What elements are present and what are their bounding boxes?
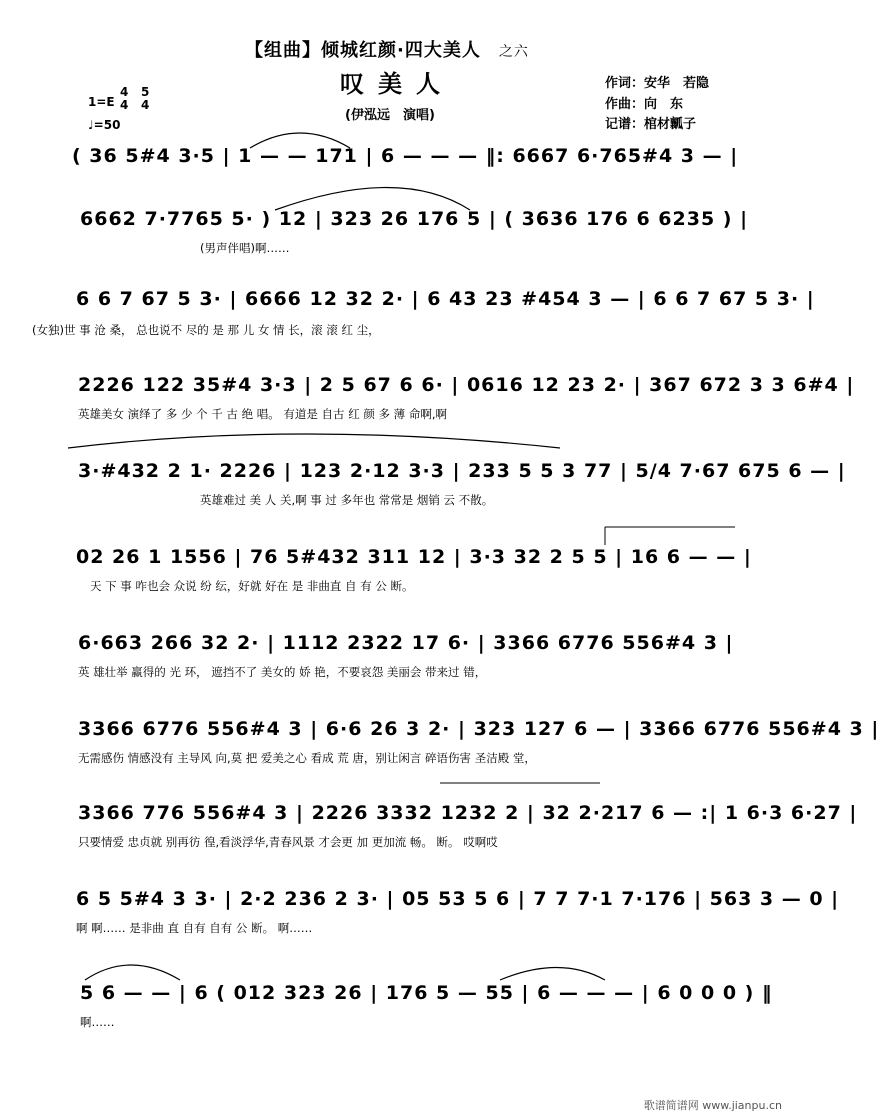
stave-11-notes: 5 6 — — | 6 ( 012 323 26 | 176 5 — 55 | 6 — — — | 6 0 0 0 ) ‖ <box>80 982 773 1004</box>
stave-3-notes: 6 6 7 67 5 3· | 6666 12 32 2· | 6 43 23 #454 3 — | 6 6 7 67 5 3· | <box>76 288 815 310</box>
stave-11-lyrics: 啊…… <box>80 1015 115 1029</box>
stave-5-notes: 3·#432 2 1· 2226 | 123 2·12 3·3 | 233 5 5 3 77 | 5/4 7·67 675 6 — | <box>78 460 846 482</box>
stave-1-notes: ( 36 5#4 3·5 | 1 — — 171 | 6 — — — ‖: 6667 6·765#4 3 — | <box>72 145 739 167</box>
transcriber-credit: 记谱：棺材瓤子 <box>605 117 697 132</box>
stave-6-lyrics: 天 下 事 咋也会 众说 纷 纭，好就 好在 是 非曲直 自 有 公 断。 <box>90 579 414 593</box>
series-subtitle: 之六 <box>498 44 529 60</box>
stave-5-lyrics: 英雄难过 美 人 关,啊 事 过 多年也 常常是 烟销 云 不散。 <box>200 493 494 507</box>
stave-2-lyrics: (男声伴唱)啊…… <box>200 241 290 255</box>
stave-8-lyrics: 无需感伤 情感没有 主导风 向,莫 把 爱美之心 看成 荒 唐，别让闲言 碎语伤害 圣洁殿 堂， <box>78 751 536 765</box>
site-watermark: 歌谱简谱网 www.jianpu.cn <box>643 1099 782 1112</box>
stave-4-notes: 2226 122 35#4 3·3 | 2 5 67 6 6· | 0616 12 23 2· | 367 672 3 3 6#4 | <box>78 374 855 396</box>
stave-3-lyrics: (女独)世 事 沧 桑， 总也说不 尽的 是 那 儿 女 情 长，滚 滚 红 尘， <box>32 323 380 337</box>
time-signature-1-bottom: 4 <box>120 98 129 112</box>
stave-10-lyrics: 啊 啊…… 是非曲 直 自有 自有 公 断。 啊…… <box>76 921 313 935</box>
time-signature-2-bottom: 4 <box>141 98 150 112</box>
stave-10-notes: 6 5 5#4 3 3· | 2·2 236 2 3· | 05 53 5 6 | 7 7 7·1 7·176 | 563 3 — 0 | <box>76 888 840 910</box>
stave-6-notes: 02 26 1 1556 | 76 5#432 311 12 | 3·3 32 2 5 5 | 16 6 — — | <box>76 546 752 568</box>
stave-4-lyrics: 英雄美女 演绎了 多 少 个 千 古 绝 唱。 有道是 自古 红 颜 多 薄 命啊,啊 <box>78 407 447 421</box>
lyricist-credit: 作词：安华 若隐 <box>605 76 710 91</box>
stave-2-notes: 6662 7·7765 5· ) 12 | 323 26 176 5 | ( 3636 176 6 6235 ) | <box>80 208 749 230</box>
song-title: 叹美人 <box>340 70 454 98</box>
stave-7-notes: 6·663 266 32 2· | 1112 2322 17 6· | 3366 6776 556#4 3 | <box>78 632 734 654</box>
time-signature-2-top: 5 <box>141 85 150 99</box>
stave-9-notes: 3366 776 556#4 3 | 2226 3332 1232 2 | 32 2·217 6 — :| 1 6·3 6·27 | <box>78 802 858 824</box>
stave-8-notes: 3366 6776 556#4 3 | 6·6 26 3 2· | 323 127 6 — | 3366 6776 556#4 3 | <box>78 718 879 740</box>
singer-credit: (伊泓远 演唱) <box>345 108 435 123</box>
composer-credit: 作曲：向 东 <box>605 97 684 112</box>
time-signature-1-top: 4 <box>120 85 129 99</box>
stave-7-lyrics: 英 雄壮举 赢得的 光 环， 遮挡不了 美女的 娇 艳，不要哀怨 美丽会 带来过 错， <box>78 665 487 679</box>
stave-9-lyrics: 只要情爱 忠贞就 别再彷 徨,看淡浮华,青春风景 才会更 加 更加流 畅。 断。 哎啊哎 <box>78 835 498 849</box>
key-signature: 1=E <box>88 95 115 109</box>
series-title-text: 【组曲】倾城红颜·四大美人 <box>245 40 481 61</box>
tempo-marking: ♩=50 <box>88 118 121 132</box>
